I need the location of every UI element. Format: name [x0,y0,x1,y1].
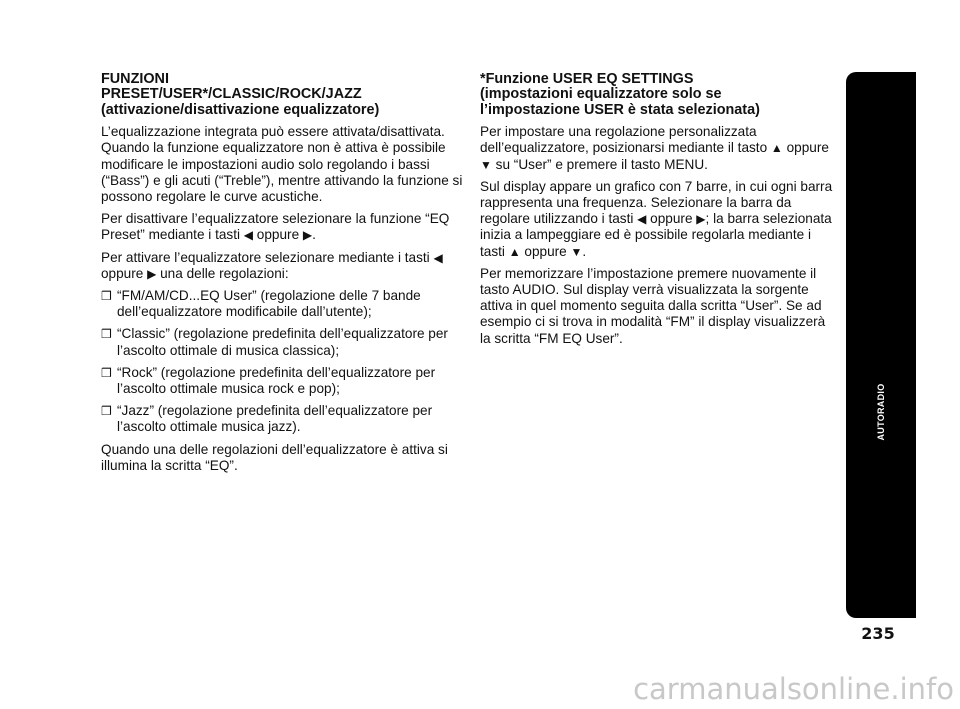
text-segment: ; la barra selezionata inizia a lampeggiare ed è possibile regolarla mediante i tasti [480,211,832,259]
arrow-right-icon: ▶ [696,212,706,227]
arrow-up-icon: ▲ [770,141,783,156]
paragraph: Per memorizzare l’impostazione premere nuovamente il tasto AUDIO. Sul display verrà visualizzata la sorgente attiva in quel momento seguita dalla scritta “User”. Se ad esempio ci si trova in modalità “FM” il display visualizzerà la scritta “FM EQ User”. [480,265,826,346]
heading-line: (attivazione/disattivazione equalizzatore) [101,101,380,118]
chapter-tab [846,72,916,618]
paragraph [101,250,467,282]
heading-line: (impostazioni equalizzatore solo se [480,86,722,103]
paragraph [101,211,467,243]
arrow-right-icon: ▶ [302,228,313,243]
text-segment: oppure [646,211,697,227]
page-number: 235 [861,624,895,643]
text-segment: oppure [101,265,148,281]
list-item [101,365,467,397]
list-item-text: “FM/AM/CD...EQ User” (regolazione delle 7 bande dell’equalizzatore modificabile dall’utente); [117,288,421,320]
paragraph: Quando una delle regolazioni dell’equalizzatore è attiva si illumina la scritta “EQ”. [101,441,448,473]
heading-line: FUNZIONI [101,71,169,87]
paragraph: L’equalizzazione integrata può essere attivata/disattivata. Quando la funzione equalizzatore non è attiva è possibile modificare le impostazioni audio solo regolando i bassi (“Bass”) e gli acuti (“Treble”), mentre attivando la funzione si possono regolare le curve acustiche. [101,124,463,205]
text-segment: su “User” e premere il tasto MENU. [491,156,708,172]
text-segment: oppure [253,227,303,243]
text-segment: . [582,243,587,259]
watermark: carmanualsonline.info [633,672,954,706]
list-item-text: “Rock” (regolazione predefinita dell’equalizzatore per l’ascolto ottimale musica rock e pop); [117,364,436,397]
list-item-text: “Jazz” (regolazione predefinita dell’equalizzatore per l’ascolto ottimale musica jazz). [117,403,433,435]
section-heading [101,72,467,118]
section-heading [480,72,836,118]
arrow-up-icon: ▲ [508,244,521,259]
chapter-label: AUTORADIO [876,383,886,441]
arrow-right-icon: ▶ [147,266,157,281]
arrow-down-icon: ▼ [480,157,492,172]
text-segment: Sul display appare un grafico con 7 barre, in cui ogni barra rappresenta una frequenza. Selezionare la barra da regolare utilizzando i tasti [480,178,833,227]
checkbox-bullet-icon: ❒ [101,365,112,380]
list-item-text: “Classic” (regolazione predefinita dell’equalizzatore per l’ascolto ottimale di musica classica); [117,326,448,358]
left-column [101,72,467,480]
text-segment: oppure [782,140,829,156]
text-segment: Per disattivare l’equalizzatore selezionare la funzione “EQ Preset” mediante i tasti [101,211,450,243]
arrow-left-icon: ◀ [433,250,443,265]
text-segment: Per attivare l’equalizzatore selezionare mediante i tasti [101,249,434,265]
list-item [101,288,467,320]
paragraph [480,179,836,260]
arrow-down-icon: ▼ [570,244,583,259]
arrow-left-icon: ◀ [243,228,254,243]
text-segment: oppure [520,243,571,259]
list-item [101,326,467,358]
heading-line: *Funzione USER EQ SETTINGS [480,71,694,87]
checkbox-bullet-icon: ❒ [101,289,112,304]
heading-line: PRESET/USER*/CLASSIC/ROCK/JAZZ [101,86,362,103]
checkbox-bullet-icon: ❒ [101,327,112,342]
text-segment: una delle regolazioni: [156,265,289,281]
arrow-left-icon: ◀ [637,212,647,227]
list-item [101,403,467,435]
heading-line: l’impostazione USER è stata selezionata) [480,101,760,118]
checkbox-bullet-icon: ❒ [101,404,112,419]
text-segment: Per impostare una regolazione personalizzata dell’equalizzatore, posizionarsi mediante il tasto [480,124,771,156]
paragraph [480,124,836,173]
text-segment: . [312,227,316,243]
right-column [480,72,836,353]
